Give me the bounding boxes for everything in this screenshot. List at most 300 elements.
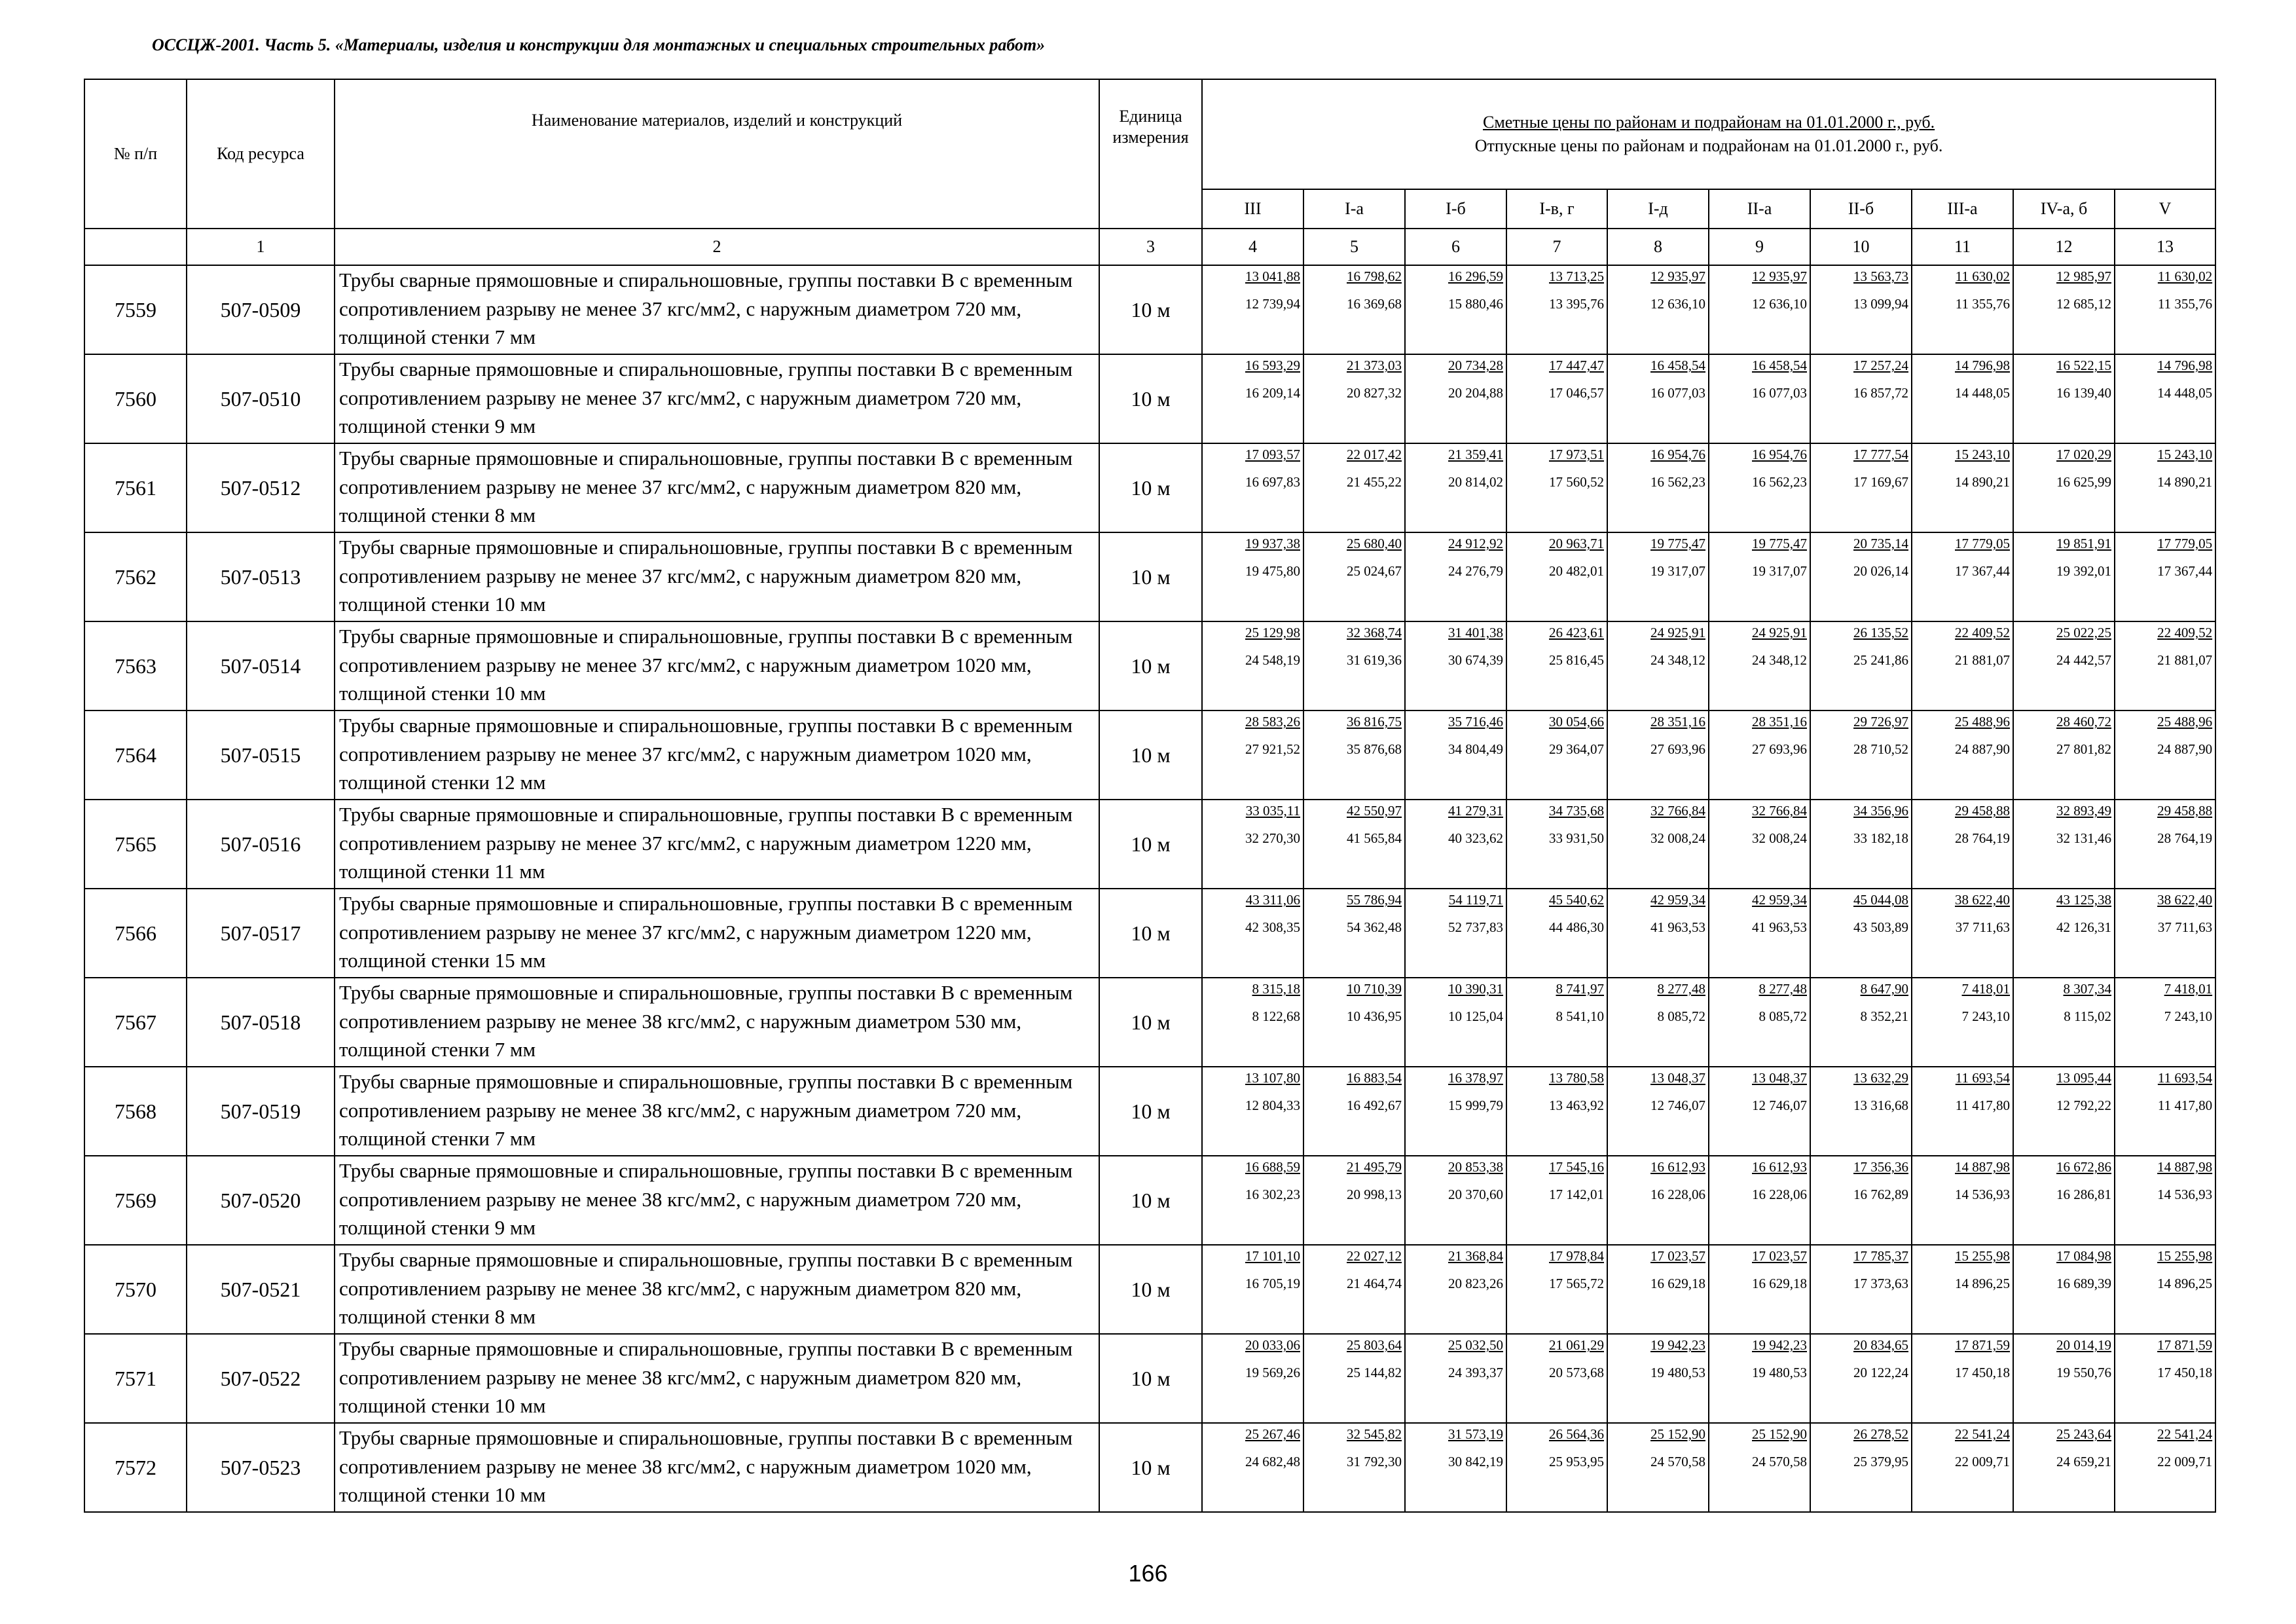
price-cell	[1405, 1245, 1506, 1334]
price-cell	[1506, 265, 1607, 354]
estimate-price: 19 942,23	[1650, 1337, 1705, 1353]
release-price: 12 739,94	[1245, 296, 1300, 312]
material-name-cell: Трубы сварные прямошовные и спиральношовные, группы поставки В с временным сопротивлением разрыву не менее 38 кгс/мм2, с наружным диаметром 720 мм, толщиной стенки 9 мм	[335, 1156, 1099, 1245]
price-cell	[1709, 978, 1810, 1067]
price-cell	[1607, 889, 1709, 978]
estimate-price: 14 796,98	[1955, 358, 2010, 373]
resource-code-cell: 507-0515	[187, 710, 335, 800]
release-price: 14 536,93	[2157, 1187, 2213, 1202]
price-cell	[1506, 532, 1607, 621]
row-number-cell: 7559	[84, 265, 187, 354]
release-price: 22 009,71	[1955, 1454, 2010, 1469]
region-header-cell: I-д	[1607, 189, 1709, 229]
price-cell	[1607, 800, 1709, 889]
column-number-cell: 3	[1099, 229, 1202, 265]
estimate-price: 32 893,49	[2056, 803, 2111, 819]
unit-cell: 10 м	[1099, 1423, 1202, 1512]
estimate-price: 20 834,65	[1853, 1337, 1908, 1353]
release-price: 10 125,04	[1448, 1008, 1503, 1024]
release-price: 14 536,93	[1955, 1187, 2010, 1202]
estimate-price: 25 243,64	[2056, 1426, 2111, 1442]
region-header-cell: I-в, г	[1506, 189, 1607, 229]
estimate-price: 16 883,54	[1347, 1070, 1402, 1086]
estimate-price: 8 315,18	[1252, 981, 1300, 997]
estimate-price: 25 022,25	[2056, 625, 2111, 640]
row-number-cell: 7564	[84, 710, 187, 800]
table-row	[84, 621, 2215, 710]
row-number-cell: 7569	[84, 1156, 187, 1245]
release-price: 11 355,76	[2157, 296, 2213, 312]
column-number-row	[84, 229, 2215, 265]
release-price: 32 008,24	[1752, 830, 1807, 846]
price-cell	[1912, 978, 2013, 1067]
release-price: 42 126,31	[2056, 919, 2111, 935]
release-price: 16 562,23	[1650, 474, 1705, 490]
price-cell	[1202, 710, 1303, 800]
estimate-price: 16 688,59	[1245, 1159, 1300, 1175]
material-name-cell: Трубы сварные прямошовные и спиральношовные, группы поставки В с временным сопротивлением разрыву не менее 37 кгс/мм2, с наружным диаметром 720 мм, толщиной стенки 9 мм	[335, 354, 1099, 443]
release-price: 41 963,53	[1650, 919, 1705, 935]
estimate-price: 16 612,93	[1752, 1159, 1807, 1175]
page-number: 166	[1128, 1560, 1168, 1587]
release-price: 24 276,79	[1448, 563, 1503, 579]
release-price: 24 887,90	[2157, 741, 2213, 757]
estimate-price: 24 925,91	[1650, 625, 1705, 640]
estimate-price: 8 307,34	[2063, 981, 2111, 997]
estimate-price: 21 359,41	[1448, 447, 1503, 462]
price-cell	[1709, 710, 1810, 800]
release-price: 37 711,63	[2157, 919, 2213, 935]
estimate-price: 8 277,48	[1657, 981, 1705, 997]
resource-code-cell: 507-0519	[187, 1067, 335, 1156]
price-cell	[1303, 532, 1405, 621]
price-cell	[2013, 532, 2115, 621]
estimate-price: 16 954,76	[1752, 447, 1807, 462]
estimate-price: 42 959,34	[1752, 892, 1807, 908]
unit-cell: 10 м	[1099, 443, 1202, 532]
estimate-price: 35 716,46	[1448, 714, 1503, 729]
release-price: 33 182,18	[1853, 830, 1908, 846]
price-cell	[1405, 443, 1506, 532]
estimate-price: 17 356,36	[1853, 1159, 1908, 1175]
release-price: 32 008,24	[1650, 830, 1705, 846]
price-cell	[1506, 1423, 1607, 1512]
table-row	[84, 1245, 2215, 1334]
table-row	[84, 800, 2215, 889]
release-price: 30 842,19	[1448, 1454, 1503, 1469]
release-price: 20 026,14	[1853, 563, 1908, 579]
release-price: 12 746,07	[1752, 1098, 1807, 1113]
release-price: 22 009,71	[2157, 1454, 2213, 1469]
release-price: 19 550,76	[2056, 1365, 2111, 1380]
estimate-price: 25 032,50	[1448, 1337, 1503, 1353]
release-price: 19 317,07	[1650, 563, 1705, 579]
release-price: 43 503,89	[1853, 919, 1908, 935]
resource-code-cell: 507-0521	[187, 1245, 335, 1334]
release-price: 16 705,19	[1245, 1276, 1300, 1291]
estimate-price: 17 978,84	[1549, 1248, 1604, 1264]
estimate-price: 32 368,74	[1347, 625, 1402, 640]
material-name-cell: Трубы сварные прямошовные и спиральношовные, группы поставки В с временным сопротивлением разрыву не менее 37 кгс/мм2, с наружным диаметром 1220 мм, толщиной стенки 15 мм	[335, 889, 1099, 978]
estimate-price: 32 766,84	[1650, 803, 1705, 819]
release-price: 42 308,35	[1245, 919, 1300, 935]
unit-cell: 10 м	[1099, 1156, 1202, 1245]
price-cell	[1506, 443, 1607, 532]
release-price: 14 890,21	[1955, 474, 2010, 490]
material-name-cell: Трубы сварные прямошовные и спиральношовные, группы поставки В с временным сопротивлением разрыву не менее 38 кгс/мм2, с наружным диаметром 820 мм, толщиной стенки 10 мм	[335, 1334, 1099, 1423]
row-number-cell: 7566	[84, 889, 187, 978]
estimate-price: 17 785,37	[1853, 1248, 1908, 1264]
release-price: 17 450,18	[2157, 1365, 2213, 1380]
resource-code-cell: 507-0512	[187, 443, 335, 532]
price-cell	[1912, 1423, 2013, 1512]
price-cell	[1303, 1245, 1405, 1334]
release-price: 24 887,90	[1955, 741, 2010, 757]
region-header-cell: IV-а, б	[2013, 189, 2115, 229]
estimate-price: 15 255,98	[1955, 1248, 2010, 1264]
price-table	[84, 79, 2216, 1513]
material-name-cell: Трубы сварные прямошовные и спиральношовные, группы поставки В с временным сопротивлением разрыву не менее 37 кгс/мм2, с наружным диаметром 820 мм, толщиной стенки 8 мм	[335, 443, 1099, 532]
estimate-price: 16 296,59	[1448, 268, 1503, 284]
column-number-cell: 8	[1607, 229, 1709, 265]
estimate-price: 12 935,97	[1650, 268, 1705, 284]
material-name-cell: Трубы сварные прямошовные и спиральношовные, группы поставки В с временным сопротивлением разрыву не менее 37 кгс/мм2, с наружным диаметром 820 мм, толщиной стенки 10 мм	[335, 532, 1099, 621]
price-cell	[1607, 443, 1709, 532]
price-cell	[2013, 1334, 2115, 1423]
unit-cell: 10 м	[1099, 532, 1202, 621]
price-cell	[1506, 889, 1607, 978]
estimate-price: 30 054,66	[1549, 714, 1604, 729]
col-header-name: Наименование материалов, изделий и конструкций	[335, 79, 1099, 229]
price-cell	[2013, 621, 2115, 710]
price-cell	[2013, 889, 2115, 978]
release-price: 54 362,48	[1347, 919, 1402, 935]
price-cell	[1506, 1334, 1607, 1423]
column-number-cell: 12	[2013, 229, 2115, 265]
estimate-price: 29 726,97	[1853, 714, 1908, 729]
column-number-cell: 13	[2115, 229, 2215, 265]
release-price: 20 122,24	[1853, 1365, 1908, 1380]
price-cell	[1506, 621, 1607, 710]
price-cell	[1709, 800, 1810, 889]
estimate-price: 15 243,10	[1955, 447, 2010, 462]
release-price: 20 573,68	[1549, 1365, 1604, 1380]
release-price: 37 711,63	[1955, 919, 2010, 935]
estimate-price: 29 458,88	[1955, 803, 2010, 819]
estimate-price: 22 409,52	[2157, 625, 2213, 640]
estimate-price: 41 279,31	[1448, 803, 1503, 819]
table-row	[84, 443, 2215, 532]
release-price: 20 814,02	[1448, 474, 1503, 490]
estimate-price: 42 959,34	[1650, 892, 1705, 908]
estimate-price: 42 550,97	[1347, 803, 1402, 819]
price-cell	[1506, 354, 1607, 443]
price-cell	[2115, 621, 2215, 710]
price-cell	[1607, 710, 1709, 800]
price-cell	[1405, 710, 1506, 800]
release-price: 19 480,53	[1752, 1365, 1807, 1380]
estimate-price: 24 925,91	[1752, 625, 1807, 640]
estimate-price: 16 672,86	[2056, 1159, 2111, 1175]
release-price: 19 392,01	[2056, 563, 2111, 579]
price-cell	[2013, 1423, 2115, 1512]
row-number-cell: 7572	[84, 1423, 187, 1512]
release-price: 20 482,01	[1549, 563, 1604, 579]
table-body	[84, 265, 2215, 1512]
release-price: 25 024,67	[1347, 563, 1402, 579]
release-price: 20 823,26	[1448, 1276, 1503, 1291]
col-header-code: Код ресурса	[187, 79, 335, 229]
release-price: 8 541,10	[1556, 1008, 1604, 1024]
estimate-price: 17 257,24	[1853, 358, 1908, 373]
release-price: 17 450,18	[1955, 1365, 2010, 1380]
unit-cell: 10 м	[1099, 978, 1202, 1067]
estimate-price: 43 125,38	[2056, 892, 2111, 908]
release-price: 16 492,67	[1347, 1098, 1402, 1113]
release-price: 16 228,06	[1650, 1187, 1705, 1202]
estimate-price: 12 935,97	[1752, 268, 1807, 284]
estimate-price: 17 545,16	[1549, 1159, 1604, 1175]
row-number-cell: 7561	[84, 443, 187, 532]
estimate-price: 22 541,24	[2157, 1426, 2213, 1442]
price-cell	[1810, 1067, 1912, 1156]
estimate-price: 34 735,68	[1549, 803, 1604, 819]
release-price: 27 693,96	[1650, 741, 1705, 757]
estimate-price: 28 460,72	[2056, 714, 2111, 729]
release-price: 25 241,86	[1853, 652, 1908, 668]
estimate-price: 38 622,40	[1955, 892, 2010, 908]
release-price: 19 317,07	[1752, 563, 1807, 579]
estimate-price: 14 887,98	[1955, 1159, 2010, 1175]
estimate-price: 26 564,36	[1549, 1426, 1604, 1442]
price-cell	[1709, 265, 1810, 354]
unit-cell: 10 м	[1099, 354, 1202, 443]
price-cell	[1405, 800, 1506, 889]
release-price: 14 896,25	[1955, 1276, 2010, 1291]
estimate-price: 24 912,92	[1448, 536, 1503, 551]
price-cell	[1303, 1423, 1405, 1512]
resource-code-cell: 507-0514	[187, 621, 335, 710]
column-number-cell	[84, 229, 187, 265]
release-price: 27 801,82	[2056, 741, 2111, 757]
table-row	[84, 978, 2215, 1067]
resource-code-cell: 507-0522	[187, 1334, 335, 1423]
price-cell	[2115, 710, 2215, 800]
estimate-price: 25 129,98	[1245, 625, 1300, 640]
region-header-cell: II-а	[1709, 189, 1810, 229]
estimate-price: 12 985,97	[2056, 268, 2111, 284]
release-price: 21 881,07	[1955, 652, 2010, 668]
release-price: 27 693,96	[1752, 741, 1807, 757]
release-price: 15 880,46	[1448, 296, 1503, 312]
estimate-price: 17 020,29	[2056, 447, 2111, 462]
unit-cell: 10 м	[1099, 621, 1202, 710]
price-cell	[1810, 889, 1912, 978]
estimate-price: 22 017,42	[1347, 447, 1402, 462]
price-cell	[1912, 1067, 2013, 1156]
release-price: 25 953,95	[1549, 1454, 1604, 1469]
release-price: 19 475,80	[1245, 563, 1300, 579]
estimate-price: 20 014,19	[2056, 1337, 2111, 1353]
price-cell	[2013, 1245, 2115, 1334]
estimate-price: 45 540,62	[1549, 892, 1604, 908]
release-price: 16 762,89	[1853, 1187, 1908, 1202]
release-price: 17 169,67	[1853, 474, 1908, 490]
price-cell	[1709, 621, 1810, 710]
price-cell	[1405, 265, 1506, 354]
material-name-cell: Трубы сварные прямошовные и спиральношовные, группы поставки В с временным сопротивлением разрыву не менее 37 кгс/мм2, с наружным диаметром 1220 мм, толщиной стенки 11 мм	[335, 800, 1099, 889]
price-cell	[1506, 800, 1607, 889]
estimate-price: 17 871,59	[1955, 1337, 2010, 1353]
region-header-cell: V	[2115, 189, 2215, 229]
estimate-price: 11 630,02	[1955, 268, 2010, 284]
estimate-price: 13 048,37	[1752, 1070, 1807, 1086]
release-price: 17 046,57	[1549, 385, 1604, 401]
release-price: 12 636,10	[1650, 296, 1705, 312]
price-cell	[1202, 1067, 1303, 1156]
price-cell	[1709, 443, 1810, 532]
estimate-price: 38 622,40	[2157, 892, 2213, 908]
table-row	[84, 532, 2215, 621]
release-price: 24 348,12	[1752, 652, 1807, 668]
price-cell	[2115, 532, 2215, 621]
estimate-price: 13 095,44	[2056, 1070, 2111, 1086]
unit-cell: 10 м	[1099, 710, 1202, 800]
material-name-cell: Трубы сварные прямошовные и спиральношовные, группы поставки В с временным сопротивлением разрыву не менее 38 кгс/мм2, с наружным диаметром 820 мм, толщиной стенки 8 мм	[335, 1245, 1099, 1334]
release-price: 12 685,12	[2056, 296, 2111, 312]
release-price: 12 636,10	[1752, 296, 1807, 312]
estimate-price: 25 152,90	[1650, 1426, 1705, 1442]
table-row	[84, 889, 2215, 978]
release-price: 28 764,19	[2157, 830, 2213, 846]
row-number-cell: 7562	[84, 532, 187, 621]
price-cell	[1912, 532, 2013, 621]
price-cell	[1303, 354, 1405, 443]
release-price: 28 764,19	[1955, 830, 2010, 846]
estimate-price: 34 356,96	[1853, 803, 1908, 819]
estimate-price: 32 766,84	[1752, 803, 1807, 819]
estimate-price: 19 851,91	[2056, 536, 2111, 551]
release-price: 24 393,37	[1448, 1365, 1503, 1380]
row-number-cell: 7571	[84, 1334, 187, 1423]
release-price: 16 625,99	[2056, 474, 2111, 490]
release-price: 16 857,72	[1853, 385, 1908, 401]
release-price: 19 480,53	[1650, 1365, 1705, 1380]
estimate-price: 55 786,94	[1347, 892, 1402, 908]
price-cell	[1912, 710, 2013, 800]
row-number-cell: 7567	[84, 978, 187, 1067]
estimate-price: 25 803,64	[1347, 1337, 1402, 1353]
price-cell	[1303, 710, 1405, 800]
price-cell	[1303, 443, 1405, 532]
release-price: 24 659,21	[2056, 1454, 2111, 1469]
price-cell	[1405, 978, 1506, 1067]
release-price: 14 890,21	[2157, 474, 2213, 490]
release-price: 16 369,68	[1347, 296, 1402, 312]
release-price: 40 323,62	[1448, 830, 1503, 846]
estimate-price: 16 798,62	[1347, 268, 1402, 284]
price-cell	[1810, 621, 1912, 710]
release-price: 11 355,76	[1955, 296, 2010, 312]
table-row	[84, 1334, 2215, 1423]
column-number-cell: 11	[1912, 229, 2013, 265]
release-price: 13 463,92	[1549, 1098, 1604, 1113]
price-cell	[1506, 710, 1607, 800]
table-row	[84, 710, 2215, 800]
col-header-unit: Единица измерения	[1099, 79, 1202, 229]
estimate-price: 14 887,98	[2157, 1159, 2213, 1175]
estimate-price: 31 573,19	[1448, 1426, 1503, 1442]
table-row	[84, 354, 2215, 443]
price-cell	[1912, 1156, 2013, 1245]
price-cell	[1303, 1067, 1405, 1156]
price-cell	[2115, 978, 2215, 1067]
release-price: 41 963,53	[1752, 919, 1807, 935]
price-cell	[1912, 800, 2013, 889]
release-price: 13 099,94	[1853, 296, 1908, 312]
release-price: 20 204,88	[1448, 385, 1503, 401]
release-price: 14 896,25	[2157, 1276, 2213, 1291]
price-cell	[1810, 443, 1912, 532]
price-cell	[2013, 800, 2115, 889]
estimate-price: 20 963,71	[1549, 536, 1604, 551]
estimate-price: 16 954,76	[1650, 447, 1705, 462]
price-cell	[2115, 1423, 2215, 1512]
table-row	[84, 1423, 2215, 1512]
price-cell	[1405, 1334, 1506, 1423]
price-cell	[1607, 265, 1709, 354]
price-cell	[1405, 1423, 1506, 1512]
price-cell	[1709, 532, 1810, 621]
release-price: 16 228,06	[1752, 1187, 1807, 1202]
estimate-price: 10 390,31	[1448, 981, 1503, 997]
row-number-cell: 7568	[84, 1067, 187, 1156]
release-price: 44 486,30	[1549, 919, 1604, 935]
price-cell	[1506, 1067, 1607, 1156]
release-price: 11 417,80	[1955, 1098, 2010, 1113]
release-price: 8 085,72	[1657, 1008, 1705, 1024]
price-cell	[1810, 265, 1912, 354]
estimate-price: 14 796,98	[2157, 358, 2213, 373]
price-cell	[1810, 354, 1912, 443]
estimate-price: 22 409,52	[1955, 625, 2010, 640]
row-number-cell: 7560	[84, 354, 187, 443]
column-number-cell: 10	[1810, 229, 1912, 265]
price-cell	[1303, 621, 1405, 710]
estimate-price: 7 418,01	[2164, 981, 2213, 997]
price-cell	[1810, 1156, 1912, 1245]
estimate-price: 17 101,10	[1245, 1248, 1300, 1264]
release-price: 29 364,07	[1549, 741, 1604, 757]
material-name-cell: Трубы сварные прямошовные и спиральношовные, группы поставки В с временным сопротивлением разрыву не менее 38 кгс/мм2, с наружным диаметром 1020 мм, толщиной стенки 10 мм	[335, 1423, 1099, 1512]
price-cell	[1709, 1245, 1810, 1334]
release-price: 16 562,23	[1752, 474, 1807, 490]
resource-code-cell: 507-0516	[187, 800, 335, 889]
estimate-price: 16 522,15	[2056, 358, 2111, 373]
estimate-price: 16 612,93	[1650, 1159, 1705, 1175]
price-cell	[1607, 1067, 1709, 1156]
price-cell	[1506, 978, 1607, 1067]
row-number-cell: 7570	[84, 1245, 187, 1334]
estimate-price: 21 368,84	[1448, 1248, 1503, 1264]
material-name-cell: Трубы сварные прямошовные и спиральношовные, группы поставки В с временным сопротивлением разрыву не менее 37 кгс/мм2, с наружным диаметром 720 мм, толщиной стенки 7 мм	[335, 265, 1099, 354]
unit-cell: 10 м	[1099, 1245, 1202, 1334]
release-price: 35 876,68	[1347, 741, 1402, 757]
material-name-cell: Трубы сварные прямошовные и спиральношовные, группы поставки В с временным сопротивлением разрыву не менее 38 кгс/мм2, с наружным диаметром 720 мм, толщиной стенки 7 мм	[335, 1067, 1099, 1156]
price-cell	[1709, 1156, 1810, 1245]
price-cell	[1405, 1067, 1506, 1156]
release-price: 21 464,74	[1347, 1276, 1402, 1291]
